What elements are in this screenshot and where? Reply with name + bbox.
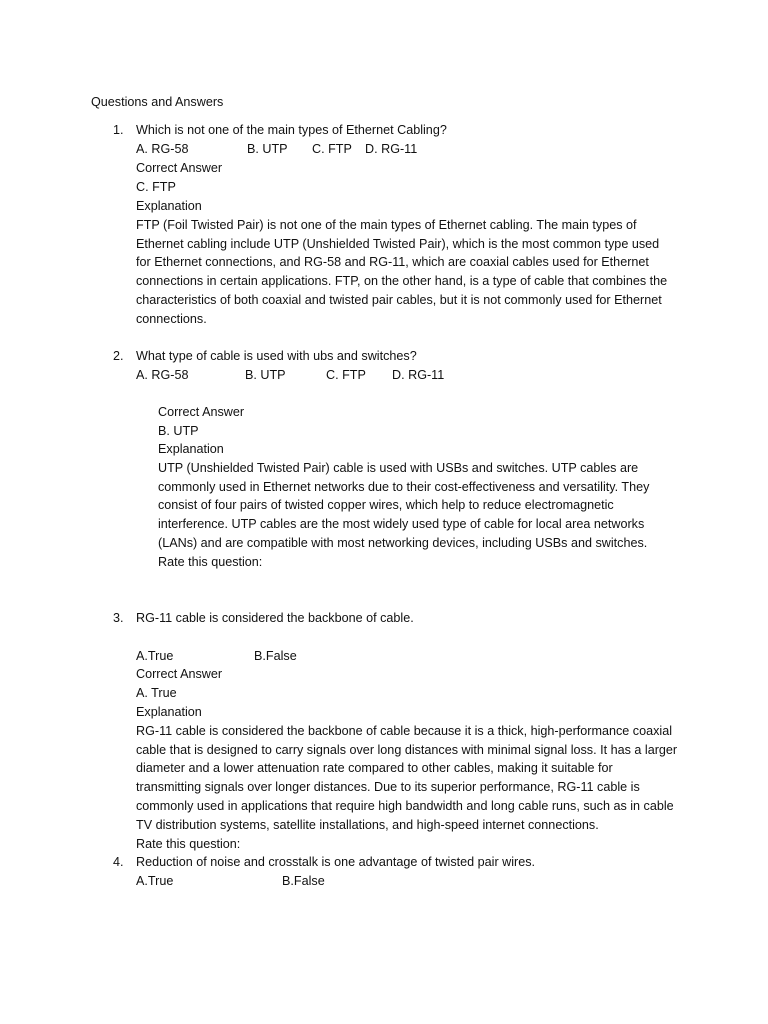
option-a: A. RG-58	[136, 142, 189, 156]
question-text: Reduction of noise and crosstalk is one advantage of twisted pair wires.	[136, 855, 536, 869]
explanation-label: Explanation	[158, 442, 224, 456]
correct-answer-value: C. FTP	[136, 180, 176, 194]
explanation-text: RG-11 cable is considered the backbone of cable because it is a thick, high-performance coaxial cable that is designed to carry signals over long distances with minimal signal loss. It has a larger diameter and a lower attenuation rate compared to other cables, making it suitable for transmitting signals over longer distances. Due to its superior performance, RG-11 cable is commonly used in applications that require high bandwidth and long cable runs, such as in cable TV distribution systems, satellite installations, and high-speed internet connections.	[136, 724, 678, 832]
option-b: B.False	[254, 649, 297, 663]
explanation-label: Explanation	[136, 199, 202, 213]
option-d: D. RG-11	[365, 142, 418, 156]
option-b: B. UTP	[245, 368, 286, 382]
question-text: Which is not one of the main types of Ethernet Cabling?	[136, 123, 447, 137]
rate-question-label: Rate this question:	[136, 837, 241, 851]
correct-answer-value: A. True	[136, 686, 177, 700]
option-a: A. RG-58	[136, 368, 189, 382]
correct-answer-value: B. UTP	[158, 424, 199, 438]
correct-answer-label: Correct Answer	[136, 161, 223, 175]
document-title: Questions and Answers	[91, 95, 224, 109]
option-d: D. RG-11	[392, 368, 445, 382]
question-number: 4.	[113, 855, 124, 869]
question-number: 3.	[113, 611, 124, 625]
correct-answer-label: Correct Answer	[136, 667, 223, 681]
explanation-text: FTP (Foil Twisted Pair) is not one of the main types of Ethernet cabling. The main types of Ethernet cabling include UTP (Unshielded Twisted Pair), which is the most common type used for Ethernet connections, and RG-58 and RG-11, which are coaxial cables used for Ethernet connections in certain applications. FTP, on the other hand, is a type of cable that combines the characteristics of both coaxial and twisted pair cables, but it is not commonly used for Ethernet connections.	[136, 218, 668, 326]
option-a: A.True	[136, 649, 174, 663]
question-text: RG-11 cable is considered the backbone of cable.	[136, 611, 414, 625]
question-number: 1.	[113, 123, 124, 137]
option-c: C. FTP	[326, 368, 366, 382]
explanation-text: UTP (Unshielded Twisted Pair) cable is used with USBs and switches. UTP cables are commonly used in Ethernet networks due to their cost-effectiveness and versatility. They consist of four pairs of twisted copper wires, which help to reduce electromagnetic interference. UTP cables are the most widely used type of cable for local area networks (LANs) and are compatible with most networking devices, including USBs and switches.	[158, 461, 650, 550]
question-text: What type of cable is used with ubs and switches?	[136, 349, 417, 363]
option-b: B.False	[282, 874, 325, 888]
explanation-label: Explanation	[136, 705, 202, 719]
rate-question-label: Rate this question:	[158, 555, 263, 569]
option-a: A.True	[136, 874, 174, 888]
correct-answer-label: Correct Answer	[158, 405, 245, 419]
option-c: C. FTP	[312, 142, 352, 156]
question-number: 2.	[113, 349, 124, 363]
option-b: B. UTP	[247, 142, 288, 156]
